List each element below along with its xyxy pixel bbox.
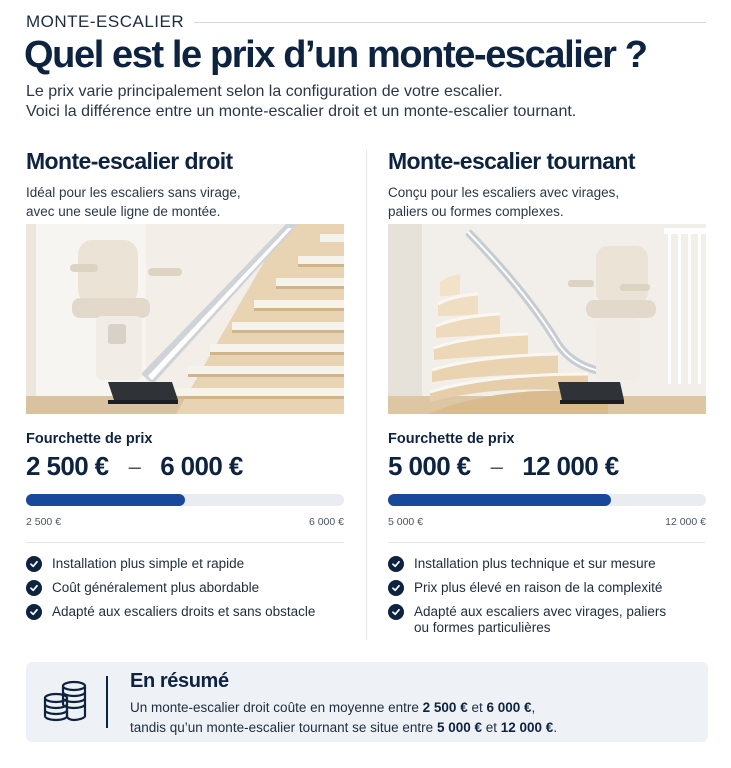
summary-l1-text: Un monte-escalier droit coûte en moyenne entre (130, 700, 423, 715)
straight-description (26, 183, 346, 223)
curved-bar-max-label: 12 000 € (665, 516, 706, 528)
straight-price-separator: – (128, 453, 141, 479)
straight-title: Monte-escalier droit (26, 148, 233, 174)
summary-l1-max: 6 000 € (486, 700, 532, 715)
curved-price-bar (388, 494, 706, 506)
straight-benefit-1: Installation plus simple et rapide (52, 556, 245, 571)
curved-title: Monte-escalier tournant (388, 148, 635, 174)
straight-benefit-3: Adapté aux escaliers droits et sans obstacle (52, 604, 316, 619)
summary-l2-text: tandis qu’un monte-escalier tournant se situe entre (130, 720, 437, 735)
list-item (26, 556, 346, 572)
list-item (26, 580, 346, 596)
check-circle-icon (26, 556, 42, 572)
curved-benefit-2: Prix plus élevé en raison de la complexité (414, 580, 663, 595)
curved-benefits-list (388, 556, 708, 644)
curved-price-separator: – (490, 453, 503, 479)
straight-bar-max-label: 6 000 € (308, 516, 344, 528)
curved-price-range (388, 451, 619, 482)
summary-l1-min: 2 500 € (422, 700, 468, 715)
curved-desc-line-1: Conçu pour les escaliers avec virages, (388, 185, 620, 200)
summary-l2-and: et (481, 720, 501, 735)
curved-benefit-3-line-1: Adapté aux escaliers avec virages, paliers (414, 604, 667, 619)
straight-price-bar-fill (26, 494, 185, 506)
check-circle-icon (388, 580, 404, 596)
curved-bar-min-label: 5 000 € (388, 516, 424, 528)
summary-line-2 (130, 718, 557, 738)
summary-text (130, 698, 557, 738)
straight-benefits-list (26, 556, 346, 628)
curved-stairlift-column (388, 148, 708, 635)
straight-desc-line-2: avec une seule ligne de montée. (26, 204, 221, 219)
straight-price-bar (26, 494, 344, 506)
straight-desc-line-1: Idéal pour les escaliers sans virage, (26, 185, 241, 200)
check-circle-icon (388, 604, 404, 620)
summary-l2-max: 12 000 € (500, 720, 554, 735)
intro-text (26, 82, 576, 122)
straight-price-min: 2 500 € (26, 451, 109, 481)
straight-price-range (26, 451, 243, 482)
check-circle-icon (26, 580, 42, 596)
straight-benefit-2: Coût généralement plus abordable (52, 580, 260, 595)
list-item (388, 580, 708, 596)
column-divider (366, 150, 367, 640)
curved-description (388, 183, 708, 223)
coin-stack-icon (40, 676, 92, 728)
check-circle-icon (388, 556, 404, 572)
straight-price-max: 6 000 € (160, 451, 243, 481)
summary-title: En résumé (130, 670, 229, 692)
summary-line-1 (130, 698, 557, 718)
summary-l1-end: , (531, 700, 536, 715)
list-item (388, 604, 708, 636)
curved-price-bar-fill (388, 494, 611, 506)
summary-divider (106, 676, 108, 728)
list-item (26, 604, 346, 620)
list-item (388, 556, 708, 572)
intro-line-2: Voici la différence entre un monte-escalier droit et un monte-escalier tournant. (26, 103, 577, 120)
check-circle-icon (26, 604, 42, 620)
eyebrow-rule (194, 22, 706, 23)
intro-line-1: Le prix varie principalement selon la configuration de votre escalier. (26, 83, 503, 100)
page-title: Quel est le prix d’un monte-escalier ? (24, 34, 647, 76)
curved-benefit-1: Installation plus technique et sur mesure (414, 556, 656, 571)
curved-stairlift-illustration (388, 224, 706, 414)
straight-stairlift-photo (26, 224, 344, 414)
eyebrow-label: MONTE-ESCALIER (26, 12, 185, 31)
curved-desc-line-2: paliers ou formes complexes. (388, 204, 564, 219)
curved-benefit-3 (414, 604, 666, 636)
curved-price-max: 12 000 € (522, 451, 619, 481)
straight-separator (26, 542, 344, 543)
curved-stairlift-photo (388, 224, 706, 414)
curved-separator (388, 542, 706, 543)
summary-l2-min: 5 000 € (436, 720, 482, 735)
straight-stairlift-illustration (26, 224, 344, 414)
summary-l2-end: . (553, 720, 558, 735)
curved-price-min: 5 000 € (388, 451, 471, 481)
curved-price-label: Fourchette de prix (388, 431, 515, 447)
eyebrow-row (26, 12, 706, 32)
summary-l1-and: et (467, 700, 487, 715)
curved-benefit-3-line-2: ou formes particulières (414, 620, 551, 635)
summary-box (26, 662, 708, 742)
straight-bar-min-label: 2 500 € (26, 516, 62, 528)
straight-stairlift-column (26, 148, 346, 619)
straight-price-label: Fourchette de prix (26, 431, 153, 447)
